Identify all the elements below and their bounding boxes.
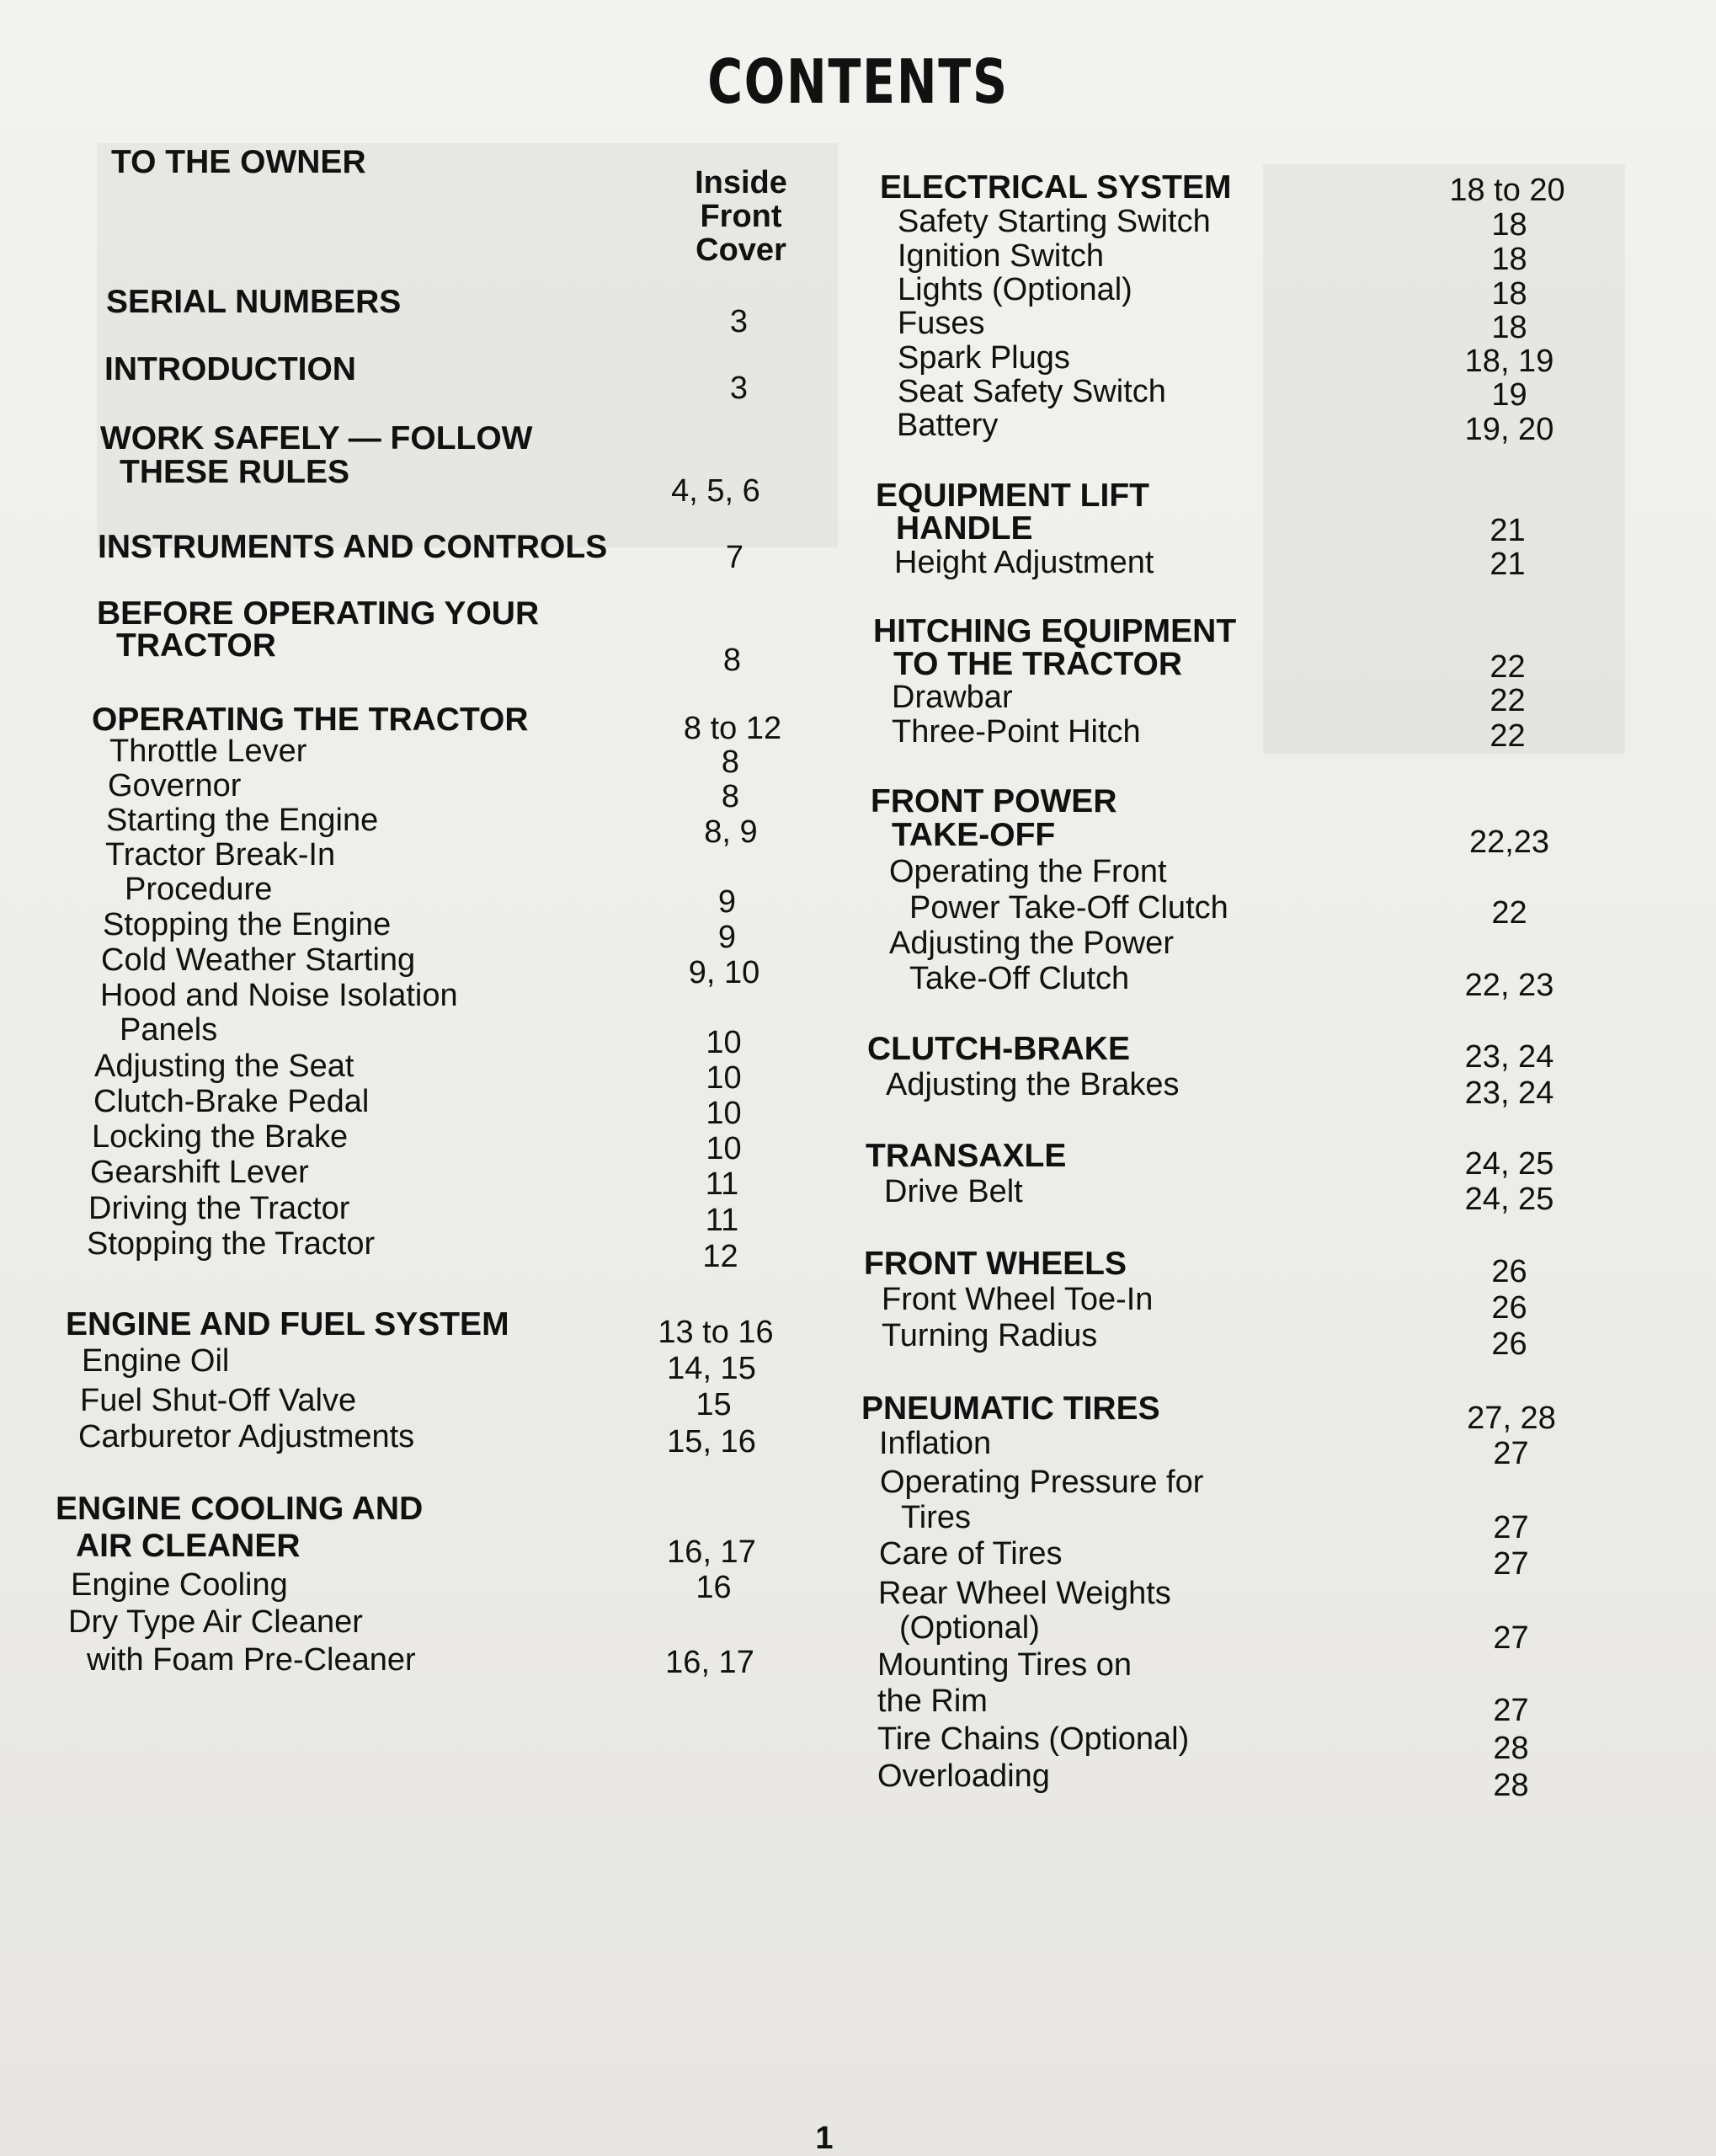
toc-item: Rear Wheel Weights [878, 1576, 1171, 1611]
toc-item: Adjusting the Seat [94, 1049, 354, 1084]
toc-item: Engine Oil [82, 1343, 230, 1379]
toc-item: (Optional) [899, 1610, 1040, 1646]
toc-item-page: 27 [1493, 1546, 1529, 1582]
toc-heading-pneumatic-tires: PNEUMATIC TIRES [861, 1390, 1160, 1427]
toc-page-front-wheels: 26 [1491, 1254, 1527, 1289]
toc-page-front-pto: 22,23 [1468, 825, 1550, 860]
toc-page-clutch-brake: 23, 24 [1464, 1039, 1554, 1075]
toc-heading-front-wheels: FRONT WHEELS [864, 1246, 1127, 1282]
page-number [0, 2121, 1716, 2156]
toc-item: Battery [897, 408, 999, 443]
toc-page-equipment-lift: 21 [1490, 513, 1526, 548]
toc-page-serial-numbers: 3 [729, 304, 749, 339]
toc-item-page: 24, 25 [1464, 1182, 1554, 1217]
toc-item: Tire Chains (Optional) [877, 1721, 1190, 1757]
toc-heading-clutch-brake: CLUTCH-BRAKE [867, 1031, 1130, 1067]
toc-item: Driving the Tractor [88, 1191, 350, 1226]
toc-item: Adjusting the Brakes [886, 1067, 1180, 1102]
toc-heading-before-operating: BEFORE OPERATING YOUR [97, 595, 540, 632]
toc-heading-front-pto: FRONT POWER [871, 783, 1117, 819]
toc-item-page: 18 [1491, 207, 1527, 243]
toc-item: Gearshift Lever [90, 1155, 309, 1190]
toc-item-page: 9 [717, 920, 737, 955]
toc-item: Lights (Optional) [898, 272, 1132, 307]
toc-item: Locking the Brake [92, 1119, 349, 1155]
toc-item: Stopping the Engine [103, 907, 392, 942]
toc-item-page: 27 [1493, 1620, 1529, 1656]
toc-item: Height Adjustment [894, 545, 1154, 580]
toc-page-operating: 8 to 12 [683, 711, 782, 746]
toc-item: Spark Plugs [898, 340, 1070, 376]
toc-page-transaxle: 24, 25 [1464, 1146, 1554, 1182]
toc-item-page: 12 [702, 1239, 738, 1274]
toc-item: Carburetor Adjustments [78, 1419, 415, 1454]
toc-page-hitching: 22 [1490, 649, 1526, 685]
toc-item: Inflation [879, 1426, 992, 1461]
toc-heading-operating: OPERATING THE TRACTOR [92, 702, 529, 738]
toc-item: Cold Weather Starting [101, 942, 416, 978]
toc-item: Safety Starting Switch [898, 204, 1211, 239]
toc-item: Panels [120, 1012, 218, 1048]
toc-item: Fuel Shut-Off Valve [80, 1383, 357, 1418]
toc-item-page: 8 [721, 779, 740, 814]
show-through-block-right [1263, 164, 1625, 754]
toc-item-page: 21 [1490, 547, 1526, 582]
toc-item: Fuses [898, 306, 985, 341]
toc-item-page: 27 [1493, 1510, 1529, 1545]
toc-item: Procedure [125, 872, 273, 907]
toc-item: Three-Point Hitch [892, 714, 1141, 750]
toc-item: Ignition Switch [898, 238, 1105, 274]
toc-item-page: 18 [1491, 242, 1527, 277]
toc-item-page: 8, 9 [704, 814, 758, 850]
toc-heading-engine-cooling-cont: AIR CLEANER [76, 1528, 301, 1564]
toc-item-page: 28 [1493, 1731, 1529, 1766]
toc-heading-engine-cooling: ENGINE COOLING AND [56, 1491, 424, 1527]
toc-heading-work-safely-cont: THESE RULES [120, 454, 350, 490]
toc-item: Turning Radius [882, 1318, 1098, 1353]
toc-item: Front Wheel Toe-In [882, 1282, 1154, 1317]
toc-page-electrical: 18 to 20 [1449, 173, 1565, 208]
toc-item: Overloading [877, 1758, 1050, 1794]
toc-heading-equipment-lift-cont: HANDLE [896, 510, 1033, 547]
toc-heading-to-the-owner: TO THE OWNER [111, 144, 366, 180]
toc-item-page: 10 [706, 1025, 742, 1060]
toc-item-page: 10 [706, 1096, 742, 1131]
toc-item-page: 18 [1491, 276, 1527, 312]
toc-item: Engine Cooling [71, 1567, 288, 1603]
toc-item: Mounting Tires on [877, 1647, 1132, 1683]
toc-heading-transaxle: TRANSAXLE [866, 1138, 1067, 1174]
toc-item-page: 22 [1490, 683, 1526, 718]
toc-item-page: 22 [1490, 718, 1526, 754]
toc-item-page: 14, 15 [667, 1351, 756, 1386]
toc-item-page: 28 [1493, 1768, 1529, 1803]
toc-item: Operating Pressure for [880, 1465, 1204, 1500]
toc-item-page: 27 [1493, 1436, 1529, 1471]
toc-item: Governor [108, 768, 242, 803]
toc-item: Power Take-Off Clutch [909, 890, 1228, 926]
toc-item-page: 11 [705, 1166, 739, 1202]
page-number-text: 1 [815, 2121, 834, 2156]
toc-item-page: 26 [1491, 1326, 1527, 1362]
toc-item: Clutch-Brake Pedal [93, 1084, 370, 1119]
toc-item-page: 15, 16 [667, 1424, 756, 1460]
toc-item: Tractor Break-In [105, 837, 336, 873]
toc-item: Adjusting the Power [889, 926, 1174, 961]
toc-item: Operating the Front [889, 854, 1167, 889]
toc-heading-before-operating-cont: TRACTOR [116, 627, 276, 664]
toc-item-page: 15 [695, 1387, 732, 1422]
toc-item-page: 9 [717, 884, 737, 920]
toc-item-page: 16, 17 [665, 1645, 754, 1680]
toc-item: Dry Type Air Cleaner [68, 1604, 363, 1640]
toc-item: Drawbar [892, 680, 1013, 715]
toc-item-page: 22, 23 [1464, 968, 1554, 1003]
toc-heading-electrical: ELECTRICAL SYSTEM [880, 169, 1232, 205]
toc-heading-hitching: HITCHING EQUIPMENT [873, 613, 1237, 649]
toc-item-page: 10 [706, 1060, 742, 1096]
page-title: CONTENTS [707, 46, 1009, 117]
toc-page-to-the-owner: Inside Front Cover [695, 165, 787, 268]
toc-item: Care of Tires [879, 1536, 1063, 1572]
toc-heading-instruments: INSTRUMENTS AND CONTROLS [98, 529, 608, 565]
toc-item-page: 11 [705, 1203, 739, 1238]
toc-item-page: 18 [1491, 310, 1527, 345]
toc-heading-front-pto-cont: TAKE-OFF [892, 817, 1056, 853]
toc-item: Take-Off Clutch [909, 961, 1130, 996]
toc-heading-equipment-lift: EQUIPMENT LIFT [876, 478, 1149, 514]
toc-page-before-operating: 8 [722, 643, 742, 678]
toc-item-page: 18, 19 [1464, 344, 1554, 379]
toc-item-page: 27 [1493, 1693, 1529, 1728]
toc-heading-hitching-cont: TO THE TRACTOR [893, 646, 1183, 682]
toc-item: Hood and Noise Isolation [100, 978, 458, 1013]
toc-item: the Rim [877, 1684, 988, 1719]
toc-item: Tires [901, 1500, 972, 1535]
toc-page-instruments: 7 [725, 540, 744, 575]
toc-item-page: 22 [1491, 895, 1527, 931]
toc-item: with Foam Pre-Cleaner [87, 1642, 416, 1678]
toc-item-page: 9, 10 [688, 955, 760, 990]
toc-page-pneumatic-tires: 27, 28 [1467, 1401, 1556, 1436]
toc-item: Stopping the Tractor [87, 1226, 376, 1262]
toc-item-page: 10 [706, 1131, 742, 1166]
toc-item: Drive Belt [884, 1174, 1023, 1209]
toc-page-engine-cooling: 16, 17 [667, 1534, 756, 1570]
toc-item-page: 16 [695, 1570, 732, 1605]
toc-page-engine-fuel: 13 to 16 [658, 1315, 774, 1350]
toc-page-work-safely: 4, 5, 6 [671, 473, 760, 509]
toc-item: Seat Safety Switch [898, 374, 1166, 409]
toc-item-page: 26 [1491, 1290, 1527, 1326]
toc-item-page: 8 [721, 744, 740, 780]
toc-heading-engine-fuel: ENGINE AND FUEL SYSTEM [66, 1306, 509, 1342]
toc-item-page: 19 [1491, 377, 1527, 413]
toc-item: Starting the Engine [106, 803, 379, 838]
toc-heading-serial-numbers: SERIAL NUMBERS [106, 284, 402, 320]
toc-item-page: 23, 24 [1464, 1075, 1554, 1111]
toc-heading-introduction: INTRODUCTION [104, 351, 356, 387]
toc-page-introduction: 3 [729, 371, 749, 406]
toc-item-page: 19, 20 [1464, 412, 1554, 447]
toc-item: Throttle Lever [109, 734, 307, 769]
toc-heading-work-safely: WORK SAFELY — FOLLOW [100, 420, 533, 456]
